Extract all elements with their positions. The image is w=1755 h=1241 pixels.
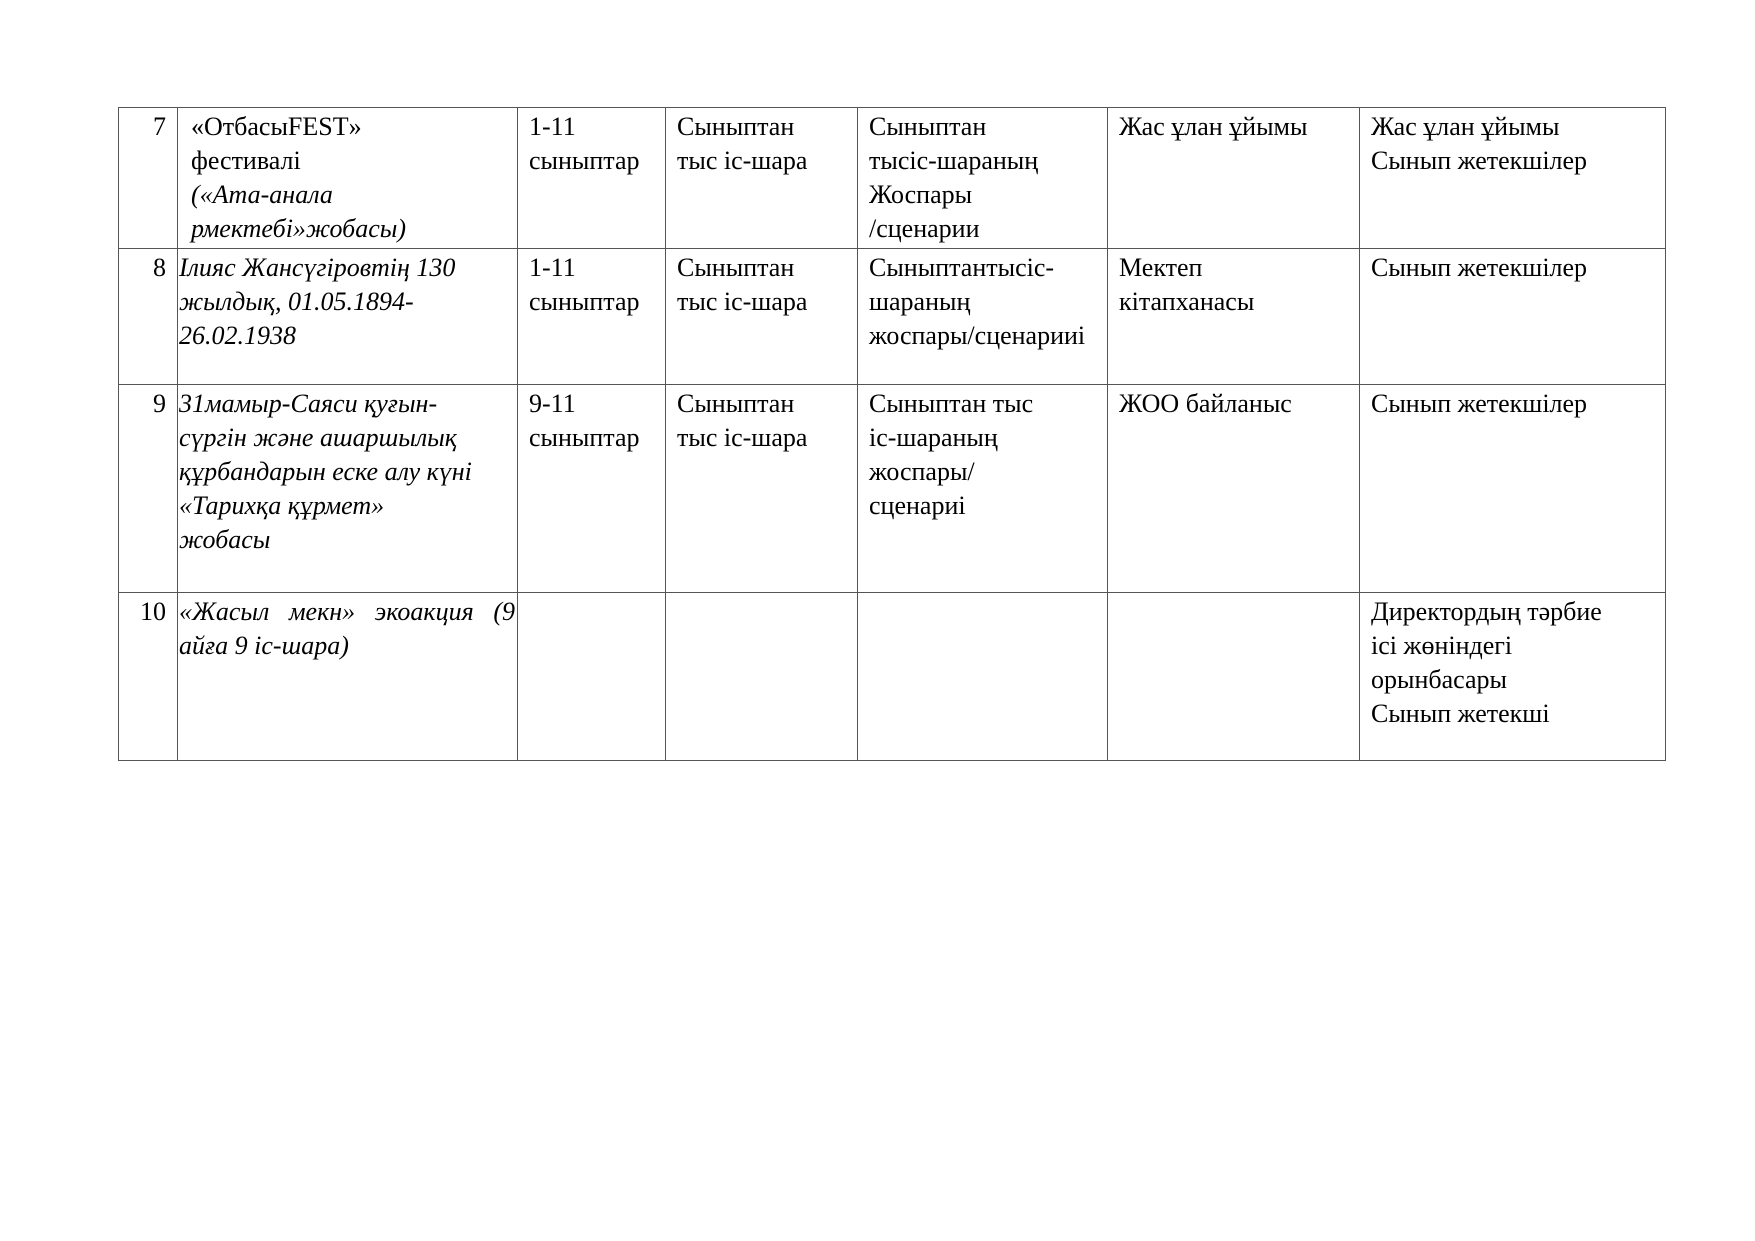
table-row bbox=[119, 385, 1666, 593]
document-cell: Сыныптан тыс іс-шараның жоспары/ сценариі bbox=[858, 385, 1108, 593]
event-title-cell: «Жасыл мекн» экоакция (9 айға 9 іс-шара) bbox=[178, 593, 518, 761]
event-title-line: «ОтбасыFEST» bbox=[191, 112, 362, 141]
row-number: 8 bbox=[119, 249, 178, 385]
form-cell: Сыныптан тыс іс-шара bbox=[666, 108, 858, 249]
table-row bbox=[119, 108, 1666, 249]
document-cell bbox=[858, 593, 1108, 761]
responsible-cell: Сынып жетекшілер bbox=[1360, 249, 1666, 385]
events-plan-table bbox=[118, 107, 1666, 761]
event-title-project-line: рмектебі»жобасы) bbox=[191, 214, 407, 243]
document-cell: Сыныптан тысіс-шараның Жоспары /сценарии bbox=[858, 108, 1108, 249]
form-cell: Сыныптан тыс іс-шара bbox=[666, 249, 858, 385]
event-title-cell bbox=[178, 108, 518, 249]
form-cell: Сыныптан тыс іс-шара bbox=[666, 385, 858, 593]
responsible-cell: Жас ұлан ұйымы Сынып жетекшілер bbox=[1360, 108, 1666, 249]
row-number: 7 bbox=[119, 108, 178, 249]
row-number: 9 bbox=[119, 385, 178, 593]
table-row bbox=[119, 249, 1666, 385]
event-title-cell: Ілияс Жансүгіровтің 130 жылдық, 01.05.1894- 26.02.1938 bbox=[178, 249, 518, 385]
partners-cell: ЖОО байланыс bbox=[1108, 385, 1360, 593]
partners-cell: Жас ұлан ұйымы bbox=[1108, 108, 1360, 249]
document-cell: Сыныптантысіс- шараның жоспары/сценарииі bbox=[858, 249, 1108, 385]
event-title-line: фестивалі bbox=[191, 146, 301, 175]
partners-cell: Мектеп кітапханасы bbox=[1108, 249, 1360, 385]
event-title-project-line: («Ата-анала bbox=[191, 180, 333, 209]
responsible-cell: Директордың тәрбие ісі жөніндегі орынбасары Сынып жетекші bbox=[1360, 593, 1666, 761]
row-number: 10 bbox=[119, 593, 178, 761]
classes-cell bbox=[518, 593, 666, 761]
classes-cell: 1-11 сыныптар bbox=[518, 249, 666, 385]
classes-cell: 9-11 сыныптар bbox=[518, 385, 666, 593]
event-title-cell: 31мамыр-Саяси қуғын- сүргін және ашаршылық құрбандарын еске алу күні «Тарихқа құрмет» жобасы bbox=[178, 385, 518, 593]
form-cell bbox=[666, 593, 858, 761]
classes-cell: 1-11 сыныптар bbox=[518, 108, 666, 249]
responsible-cell: Сынып жетекшілер bbox=[1360, 385, 1666, 593]
partners-cell bbox=[1108, 593, 1360, 761]
table-row bbox=[119, 593, 1666, 761]
